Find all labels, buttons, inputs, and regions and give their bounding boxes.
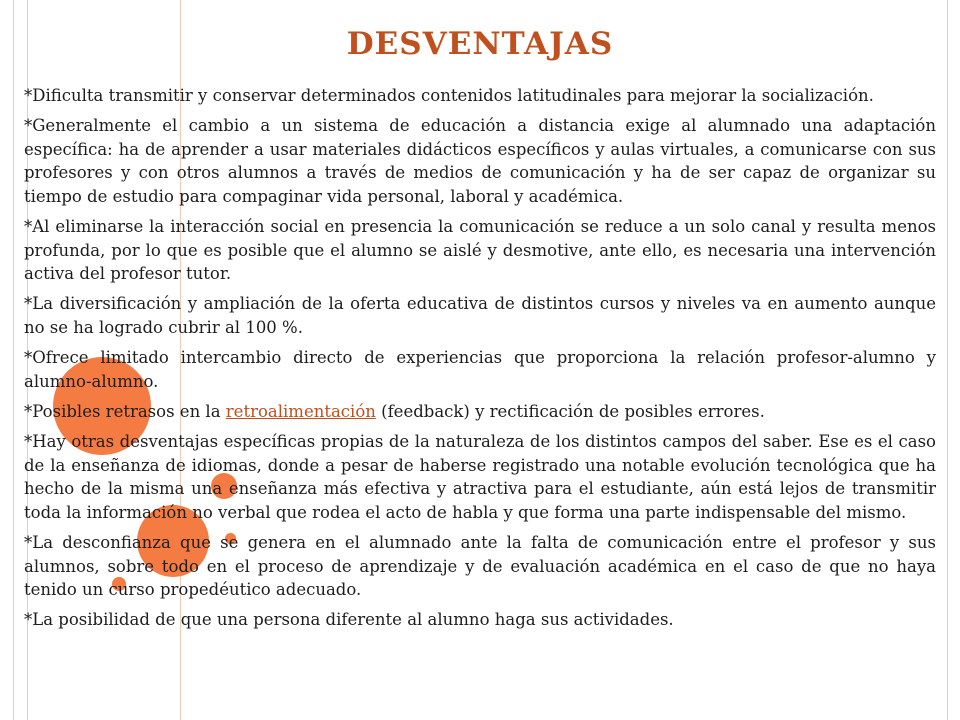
decorative-line-4 <box>947 0 948 720</box>
bullet-paragraph-4: *La diversificación y ampliación de la oferta educativa de distintos cursos y niveles va en aumento aunque no se ha logrado cubrir al 100 %. <box>24 294 936 337</box>
bullet-paragraph-6 <box>24 400 936 423</box>
bullet-paragraph-7: *Hay otras desventajas específicas propias de la naturaleza de los distintos campos del saber. Ese es el caso de la enseñanza de idiomas, donde a pesar de haberse registrado una notable evolución tecnológica que ha hecho de la misma una enseñanza más efectiva y atractiva para el estudiante, aún está lejos de transmitir toda la información no verbal que rodea el acto de habla y que forma una parte indispensable del mismo. <box>24 432 936 522</box>
paragraph-text-after-link: (feedback) y rectificación de posibles errores. <box>375 402 765 422</box>
slide-content <box>24 84 936 639</box>
bullet-paragraph-2: *Generalmente el cambio a un sistema de educación a distancia exige al alumnado una adaptación específica: ha de aprender a usar materiales didácticos específicos y aulas virtuales, a comunicarse con sus profesores y con otros alumnos a través de medios de comunicación y ha de ser capaz de organizar su tiempo de estudio para compaginar vida personal, laboral y académica. <box>24 116 936 206</box>
decorative-line-1 <box>13 0 14 720</box>
bullet-paragraph-5: *Ofrece limitado intercambio directo de experiencias que proporciona la relación profesor-alumno y alumno-alumno. <box>24 348 936 391</box>
bullet-paragraph-9: *La posibilidad de que una persona diferente al alumno haga sus actividades. <box>24 610 674 630</box>
bullet-paragraph-1: *Dificulta transmitir y conservar determinados contenidos latitudinales para mejorar la socialización. <box>24 86 874 105</box>
paragraph-text-before-link: *Posibles retrasos en la <box>24 402 226 422</box>
bullet-paragraph-3: *Al eliminarse la interacción social en presencia la comunicación se reduce a un solo canal y resulta menos profunda, por lo que es posible que el alumno se aislé y desmotive, ante ello, es necesaria una intervención activa del profesor tutor. <box>24 217 936 283</box>
retroalimentacion-link[interactable]: retroalimentación <box>225 402 376 422</box>
slide-title: DESVENTAJAS <box>346 26 614 62</box>
bullet-paragraph-8: *La desconfianza que se genera en el alumnado ante la falta de comunicación entre el profesor y sus alumnos, sobre todo en el proceso de aprendizaje y de evaluación académica en el caso de que no haya tenido un curso propedéutico adecuado. <box>24 533 936 600</box>
